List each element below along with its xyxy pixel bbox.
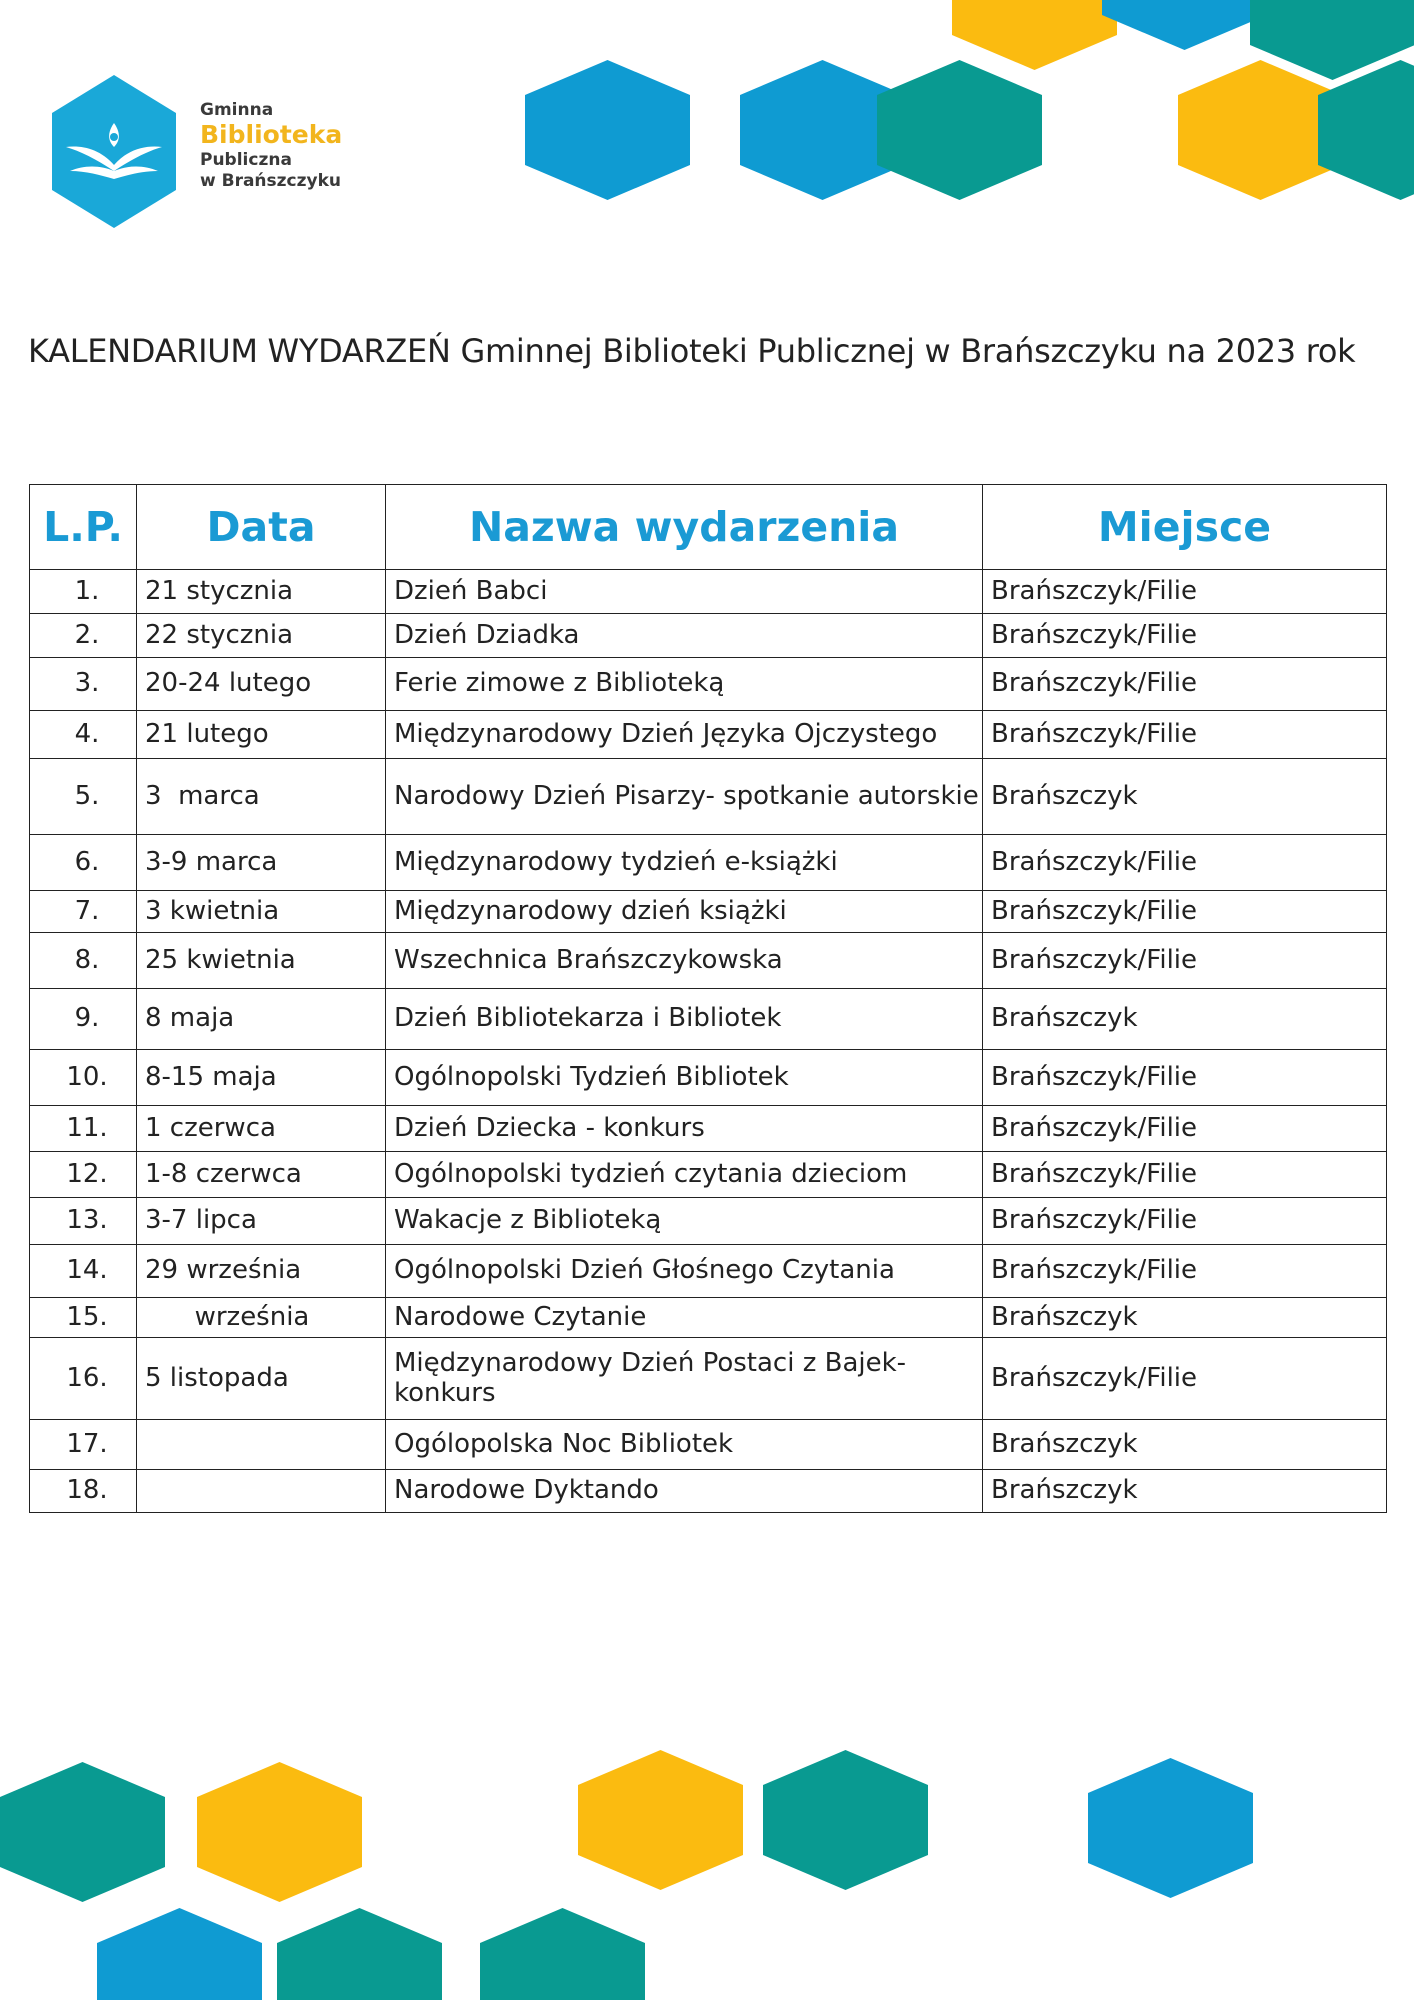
cell-name: Międzynarodowy tydzień e-książki [386, 835, 983, 891]
cell-lp: 5. [30, 759, 137, 835]
cell-place: Brańszczyk [983, 1298, 1387, 1338]
table-row [30, 658, 1387, 711]
cell-lp: 8. [30, 933, 137, 989]
logo-line-2: Biblioteka [200, 120, 343, 150]
cell-name: Ogólnopolski Tydzień Bibliotek [386, 1050, 983, 1106]
cell-date: 3 marca [137, 759, 386, 835]
cell-name: Ferie zimowe z Biblioteką [386, 658, 983, 711]
cell-date: 8-15 maja [137, 1050, 386, 1106]
table-row [30, 1198, 1387, 1245]
cell-date [137, 1420, 386, 1470]
cell-date: 22 stycznia [137, 614, 386, 658]
cell-lp: 4. [30, 711, 137, 759]
cell-lp: 18. [30, 1470, 137, 1513]
cell-lp: 16. [30, 1338, 137, 1420]
cell-place: Brańszczyk/Filie [983, 891, 1387, 933]
cell-date: 1-8 czerwca [137, 1152, 386, 1198]
table-row [30, 1298, 1387, 1338]
cell-lp: 13. [30, 1198, 137, 1245]
table-row [30, 759, 1387, 835]
cell-place: Brańszczyk/Filie [983, 1245, 1387, 1298]
decorative-hexagon [952, 0, 1117, 70]
decorative-hexagon [480, 1908, 645, 2000]
cell-date: 21 lutego [137, 711, 386, 759]
table-row [30, 1152, 1387, 1198]
decorative-hexagon [578, 1750, 743, 1890]
logo-line-4: w Brańszczyku [200, 170, 342, 191]
cell-name: Międzynarodowy Dzień Postaci z Bajek- konkurs [386, 1338, 983, 1420]
cell-date: 29 września [137, 1245, 386, 1298]
header-date: Data [137, 485, 386, 570]
cell-place: Brańszczyk/Filie [983, 711, 1387, 759]
cell-date: 5 listopada [137, 1338, 386, 1420]
cell-lp: 15. [30, 1298, 137, 1338]
table-row [30, 933, 1387, 989]
cell-lp: 14. [30, 1245, 137, 1298]
cell-date: 1 czerwca [137, 1106, 386, 1152]
cell-place: Brańszczyk [983, 989, 1387, 1050]
cell-date: 3-9 marca [137, 835, 386, 891]
table-body [30, 570, 1387, 1513]
cell-name: Ogólnopolski Dzień Głośnego Czytania [386, 1245, 983, 1298]
cell-place: Brańszczyk/Filie [983, 658, 1387, 711]
logo-hexagon [52, 75, 176, 228]
decorative-hexagon [277, 1908, 442, 2000]
cell-name: Dzień Bibliotekarza i Bibliotek [386, 989, 983, 1050]
cell-name: Ogólnopolski tydzień czytania dzieciom [386, 1152, 983, 1198]
decorative-hexagon [0, 1762, 165, 1902]
decorative-hexagon [1318, 60, 1414, 200]
cell-place: Brańszczyk/Filie [983, 835, 1387, 891]
cell-name: Międzynarodowy dzień książki [386, 891, 983, 933]
cell-name: Narodowe Dyktando [386, 1470, 983, 1513]
cell-lp: 17. [30, 1420, 137, 1470]
decorative-hexagon [763, 1750, 928, 1890]
table-row [30, 1470, 1387, 1513]
cell-lp: 9. [30, 989, 137, 1050]
cell-lp: 12. [30, 1152, 137, 1198]
header-name: Nazwa wydarzenia [386, 485, 983, 570]
table-row [30, 891, 1387, 933]
cell-place: Brańszczyk/Filie [983, 1338, 1387, 1420]
cell-lp: 11. [30, 1106, 137, 1152]
cell-date: 3-7 lipca [137, 1198, 386, 1245]
table-row [30, 1245, 1387, 1298]
cell-date [137, 1470, 386, 1513]
cell-place: Brańszczyk/Filie [983, 933, 1387, 989]
cell-name: Ogólopolska Noc Bibliotek [386, 1420, 983, 1470]
cell-place: Brańszczyk/Filie [983, 570, 1387, 614]
cell-date: 21 stycznia [137, 570, 386, 614]
cell-name: Dzień Dziecka - konkurs [386, 1106, 983, 1152]
table-row [30, 835, 1387, 891]
cell-place: Brańszczyk/Filie [983, 614, 1387, 658]
cell-name: Wszechnica Brańszczykowska [386, 933, 983, 989]
decorative-hexagon [525, 60, 690, 200]
cell-place: Brańszczyk/Filie [983, 1050, 1387, 1106]
logo-line-1: Gminna [200, 100, 274, 120]
cell-lp: 10. [30, 1050, 137, 1106]
cell-place: Brańszczyk [983, 1470, 1387, 1513]
cell-name: Dzień Babci [386, 570, 983, 614]
cell-name: Wakacje z Biblioteką [386, 1198, 983, 1245]
table-row [30, 989, 1387, 1050]
logo-line-3: Publiczna [200, 150, 292, 171]
events-table [29, 484, 1387, 1513]
page-title: KALENDARIUM WYDARZEŃ Gminnej Biblioteki Publicznej w Brańszczyku na 2023 rok [28, 332, 1356, 370]
table-header-row [30, 485, 1387, 570]
table-row [30, 570, 1387, 614]
cell-lp: 1. [30, 570, 137, 614]
cell-name: Narodowy Dzień Pisarzy- spotkanie autorskie [386, 759, 983, 835]
cell-date: 20-24 lutego [137, 658, 386, 711]
cell-name: Narodowe Czytanie [386, 1298, 983, 1338]
decorative-hexagon [197, 1762, 362, 1902]
decorative-hexagon [97, 1908, 262, 2000]
cell-name: Międzynarodowy Dzień Języka Ojczystego [386, 711, 983, 759]
cell-date: 8 maja [137, 989, 386, 1050]
cell-lp: 3. [30, 658, 137, 711]
cell-name: Dzień Dziadka [386, 614, 983, 658]
table-row [30, 1338, 1387, 1420]
decorative-hexagon [1102, 0, 1267, 50]
header-place: Miejsce [983, 485, 1387, 570]
cell-place: Brańszczyk [983, 759, 1387, 835]
logo-text [200, 100, 342, 191]
decorative-hexagon [1088, 1758, 1253, 1898]
cell-date: 3 kwietnia [137, 891, 386, 933]
cell-place: Brańszczyk [983, 1420, 1387, 1470]
table-row [30, 711, 1387, 759]
cell-place: Brańszczyk/Filie [983, 1152, 1387, 1198]
cell-place: Brańszczyk/Filie [983, 1106, 1387, 1152]
cell-lp: 7. [30, 891, 137, 933]
header-lp: L.P. [30, 485, 137, 570]
cell-date: 25 kwietnia [137, 933, 386, 989]
table-row [30, 614, 1387, 658]
decorative-hexagon [877, 60, 1042, 200]
cell-lp: 6. [30, 835, 137, 891]
table-row [30, 1106, 1387, 1152]
cell-lp: 2. [30, 614, 137, 658]
cell-place: Brańszczyk/Filie [983, 1198, 1387, 1245]
table-row [30, 1420, 1387, 1470]
table-row [30, 1050, 1387, 1106]
cell-date: września [137, 1298, 386, 1338]
